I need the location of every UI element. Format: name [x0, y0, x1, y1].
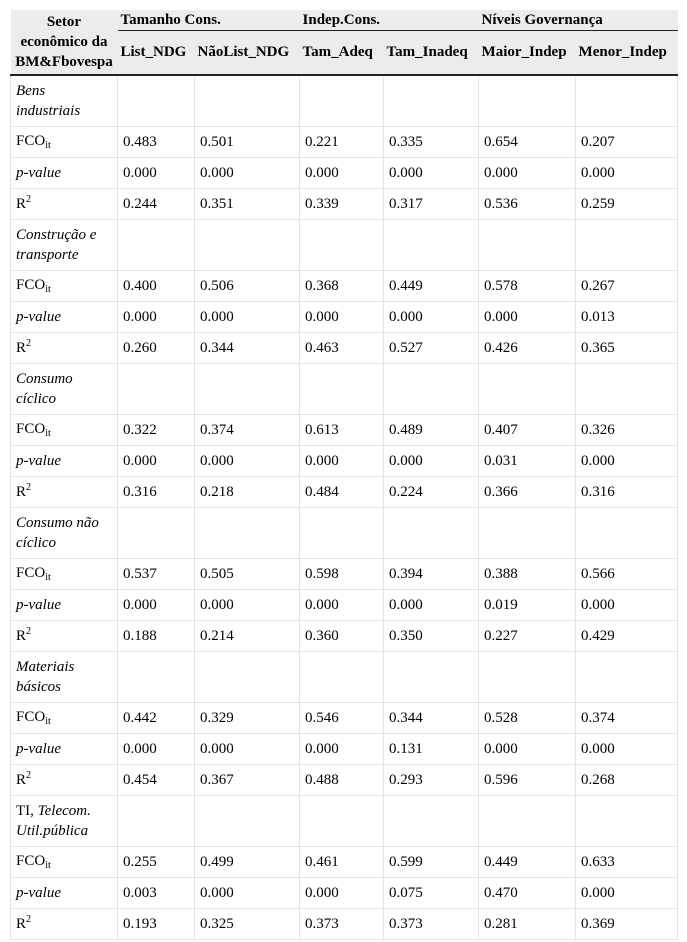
- pvalue-label: p-value: [11, 878, 118, 909]
- r2-label: [11, 621, 118, 652]
- fco-value: 0.407: [479, 415, 576, 446]
- pvalue-row: [11, 158, 678, 189]
- r2-value: 0.454: [118, 765, 195, 796]
- fco-label: [11, 703, 118, 734]
- r2-label-text: R: [16, 339, 27, 356]
- header-group-indep: Indep.Cons.: [300, 10, 479, 31]
- r2-row: [11, 909, 678, 940]
- fco-value: 0.461: [300, 847, 384, 878]
- pvalue-label: p-value: [11, 302, 118, 333]
- r2-value: 0.317: [384, 189, 479, 220]
- fco-row: [11, 559, 678, 590]
- fco-row: [11, 127, 678, 158]
- fco-label-subscript: it: [45, 284, 51, 295]
- empty-cell: [384, 364, 479, 415]
- pvalue-value: 0.000: [384, 302, 479, 333]
- pvalue-value: 0.000: [300, 158, 384, 189]
- pvalue-value: 0.000: [384, 158, 479, 189]
- pvalue-value: 0.131: [384, 734, 479, 765]
- r2-row: [11, 189, 678, 220]
- r2-label-text: R: [16, 195, 27, 212]
- fco-label-text: FCO: [16, 421, 46, 437]
- r2-value: 0.360: [300, 621, 384, 652]
- empty-cell: [195, 364, 300, 415]
- fco-label: [11, 847, 118, 878]
- r2-label-superscript: 2: [26, 625, 32, 637]
- empty-cell: [195, 75, 300, 127]
- r2-value: 0.281: [479, 909, 576, 940]
- r2-label-text: R: [16, 627, 27, 644]
- empty-cell: [576, 364, 678, 415]
- r2-value: 0.484: [300, 477, 384, 508]
- r2-value: 0.259: [576, 189, 678, 220]
- pvalue-value: 0.000: [300, 302, 384, 333]
- r2-value: 0.367: [195, 765, 300, 796]
- empty-cell: [300, 796, 384, 847]
- pvalue-value: 0.000: [195, 158, 300, 189]
- r2-label: [11, 909, 118, 940]
- pvalue-value: 0.000: [479, 158, 576, 189]
- empty-cell: [576, 220, 678, 271]
- sector-name-italic: Consumo não cíclico: [16, 515, 99, 551]
- fco-value: 0.501: [195, 127, 300, 158]
- pvalue-row: [11, 878, 678, 909]
- fco-value: 0.374: [195, 415, 300, 446]
- fco-value: 0.449: [384, 271, 479, 302]
- empty-cell: [118, 75, 195, 127]
- fco-value: 0.449: [479, 847, 576, 878]
- pvalue-value: 0.000: [576, 878, 678, 909]
- r2-value: 0.218: [195, 477, 300, 508]
- fco-value: 0.368: [300, 271, 384, 302]
- r2-value: 0.316: [118, 477, 195, 508]
- table-body: [11, 75, 678, 940]
- pvalue-value: 0.470: [479, 878, 576, 909]
- sector-name-italic: Telecom. Util.pública: [16, 803, 91, 839]
- fco-row: [11, 415, 678, 446]
- header-col-tam-inadeq: Tam_Inadeq: [384, 31, 479, 76]
- sector-name: [11, 364, 118, 415]
- r2-row: [11, 333, 678, 364]
- fco-row: [11, 847, 678, 878]
- r2-label-text: R: [16, 771, 27, 788]
- empty-cell: [195, 652, 300, 703]
- fco-value: 0.613: [300, 415, 384, 446]
- empty-cell: [384, 220, 479, 271]
- empty-cell: [300, 652, 384, 703]
- pvalue-value: 0.000: [300, 734, 384, 765]
- r2-value: 0.214: [195, 621, 300, 652]
- fco-label: [11, 271, 118, 302]
- pvalue-row: [11, 590, 678, 621]
- pvalue-value: 0.000: [300, 590, 384, 621]
- r2-row: [11, 477, 678, 508]
- r2-value: 0.351: [195, 189, 300, 220]
- empty-cell: [300, 75, 384, 127]
- pvalue-value: 0.000: [576, 734, 678, 765]
- r2-value: 0.366: [479, 477, 576, 508]
- sector-row: [11, 652, 678, 703]
- pvalue-value: 0.000: [576, 158, 678, 189]
- fco-value: 0.578: [479, 271, 576, 302]
- sector-row: [11, 220, 678, 271]
- sector-row: [11, 364, 678, 415]
- empty-cell: [576, 796, 678, 847]
- r2-label-superscript: 2: [26, 769, 32, 781]
- fco-value: 0.388: [479, 559, 576, 590]
- fco-label: [11, 559, 118, 590]
- fco-value: 0.633: [576, 847, 678, 878]
- r2-value: 0.316: [576, 477, 678, 508]
- empty-cell: [384, 75, 479, 127]
- r2-value: 0.463: [300, 333, 384, 364]
- fco-value: 0.528: [479, 703, 576, 734]
- empty-cell: [300, 364, 384, 415]
- pvalue-value: 0.000: [118, 446, 195, 477]
- pvalue-value: 0.000: [479, 302, 576, 333]
- r2-value: 0.426: [479, 333, 576, 364]
- empty-cell: [576, 508, 678, 559]
- fco-value: 0.506: [195, 271, 300, 302]
- fco-label-text: FCO: [16, 277, 46, 293]
- empty-cell: [576, 75, 678, 127]
- r2-value: 0.224: [384, 477, 479, 508]
- fco-label-subscript: it: [45, 860, 51, 871]
- r2-value: 0.193: [118, 909, 195, 940]
- sector-name-plain: TI,: [16, 803, 38, 819]
- header-group-tamanho: Tamanho Cons.: [118, 10, 300, 31]
- empty-cell: [479, 75, 576, 127]
- header-group-niveis: Níveis Governança: [479, 10, 678, 31]
- fco-value: 0.599: [384, 847, 479, 878]
- sector-name: [11, 508, 118, 559]
- pvalue-value: 0.000: [384, 590, 479, 621]
- r2-value: 0.350: [384, 621, 479, 652]
- sector-name: [11, 220, 118, 271]
- r2-label-superscript: 2: [26, 913, 32, 925]
- r2-value: 0.488: [300, 765, 384, 796]
- r2-value: 0.325: [195, 909, 300, 940]
- sector-row: [11, 796, 678, 847]
- fco-value: 0.483: [118, 127, 195, 158]
- pvalue-value: 0.000: [195, 302, 300, 333]
- r2-value: 0.339: [300, 189, 384, 220]
- empty-cell: [195, 220, 300, 271]
- fco-value: 0.335: [384, 127, 479, 158]
- fco-value: 0.344: [384, 703, 479, 734]
- pvalue-value: 0.000: [479, 734, 576, 765]
- empty-cell: [118, 796, 195, 847]
- fco-value: 0.207: [576, 127, 678, 158]
- fco-label-text: FCO: [16, 565, 46, 581]
- pvalue-row: [11, 302, 678, 333]
- r2-label-text: R: [16, 915, 27, 932]
- empty-cell: [576, 652, 678, 703]
- fco-label: [11, 127, 118, 158]
- sector-name-italic: Materiais básicos: [16, 659, 75, 695]
- empty-cell: [384, 652, 479, 703]
- empty-cell: [479, 220, 576, 271]
- pvalue-label: p-value: [11, 590, 118, 621]
- fco-value: 0.255: [118, 847, 195, 878]
- empty-cell: [479, 364, 576, 415]
- fco-value: 0.326: [576, 415, 678, 446]
- fco-value: 0.489: [384, 415, 479, 446]
- fco-value: 0.329: [195, 703, 300, 734]
- results-table: [10, 10, 678, 940]
- fco-value: 0.598: [300, 559, 384, 590]
- sector-row: [11, 75, 678, 127]
- empty-cell: [479, 796, 576, 847]
- empty-cell: [300, 508, 384, 559]
- empty-cell: [195, 508, 300, 559]
- fco-label-text: FCO: [16, 709, 46, 725]
- fco-value: 0.537: [118, 559, 195, 590]
- sector-name-italic: Consumo cíclico: [16, 371, 73, 407]
- pvalue-value: 0.000: [118, 302, 195, 333]
- fco-value: 0.499: [195, 847, 300, 878]
- pvalue-value: 0.075: [384, 878, 479, 909]
- pvalue-value: 0.000: [118, 590, 195, 621]
- pvalue-value: 0.000: [195, 878, 300, 909]
- pvalue-value: 0.000: [118, 158, 195, 189]
- pvalue-value: 0.000: [195, 446, 300, 477]
- pvalue-value: 0.000: [195, 590, 300, 621]
- fco-value: 0.322: [118, 415, 195, 446]
- header-setor: Setor econômico da BM&Fbovespa: [11, 10, 118, 75]
- fco-label-subscript: it: [45, 140, 51, 151]
- pvalue-label: p-value: [11, 158, 118, 189]
- sector-name: [11, 75, 118, 127]
- r2-label: [11, 765, 118, 796]
- r2-label-superscript: 2: [26, 481, 32, 493]
- pvalue-row: [11, 446, 678, 477]
- empty-cell: [195, 796, 300, 847]
- fco-label-subscript: it: [45, 572, 51, 583]
- r2-value: 0.268: [576, 765, 678, 796]
- empty-cell: [479, 652, 576, 703]
- pvalue-label: p-value: [11, 734, 118, 765]
- r2-value: 0.244: [118, 189, 195, 220]
- r2-value: 0.227: [479, 621, 576, 652]
- pvalue-value: 0.013: [576, 302, 678, 333]
- fco-value: 0.566: [576, 559, 678, 590]
- pvalue-value: 0.031: [479, 446, 576, 477]
- pvalue-value: 0.000: [384, 446, 479, 477]
- pvalue-value: 0.000: [300, 446, 384, 477]
- pvalue-value: 0.000: [195, 734, 300, 765]
- empty-cell: [479, 508, 576, 559]
- r2-label-superscript: 2: [26, 193, 32, 205]
- fco-label: [11, 415, 118, 446]
- table-header: [11, 10, 678, 75]
- fco-value: 0.267: [576, 271, 678, 302]
- pvalue-value: 0.019: [479, 590, 576, 621]
- r2-label-text: R: [16, 483, 27, 500]
- fco-value: 0.394: [384, 559, 479, 590]
- r2-value: 0.373: [384, 909, 479, 940]
- fco-label-text: FCO: [16, 133, 46, 149]
- header-col-list-ndg: List_NDG: [118, 31, 195, 76]
- sector-name: [11, 652, 118, 703]
- r2-value: 0.527: [384, 333, 479, 364]
- r2-row: [11, 621, 678, 652]
- sector-name-italic: Bens industriais: [16, 83, 81, 119]
- r2-value: 0.596: [479, 765, 576, 796]
- fco-value: 0.654: [479, 127, 576, 158]
- pvalue-value: 0.003: [118, 878, 195, 909]
- r2-value: 0.344: [195, 333, 300, 364]
- empty-cell: [118, 364, 195, 415]
- pvalue-value: 0.000: [300, 878, 384, 909]
- r2-label: [11, 477, 118, 508]
- fco-label-text: FCO: [16, 853, 46, 869]
- header-col-tam-adeq: Tam_Adeq: [300, 31, 384, 76]
- sector-row: [11, 508, 678, 559]
- r2-label-superscript: 2: [26, 337, 32, 349]
- r2-value: 0.429: [576, 621, 678, 652]
- empty-cell: [118, 508, 195, 559]
- r2-value: 0.369: [576, 909, 678, 940]
- r2-label: [11, 333, 118, 364]
- fco-row: [11, 703, 678, 734]
- sector-name-italic: Construção e transporte: [16, 227, 97, 263]
- empty-cell: [384, 508, 479, 559]
- fco-value: 0.546: [300, 703, 384, 734]
- pvalue-row: [11, 734, 678, 765]
- fco-label-subscript: it: [45, 716, 51, 727]
- empty-cell: [118, 220, 195, 271]
- fco-value: 0.221: [300, 127, 384, 158]
- fco-value: 0.442: [118, 703, 195, 734]
- r2-value: 0.188: [118, 621, 195, 652]
- pvalue-value: 0.000: [576, 590, 678, 621]
- pvalue-value: 0.000: [118, 734, 195, 765]
- r2-value: 0.260: [118, 333, 195, 364]
- r2-value: 0.293: [384, 765, 479, 796]
- header-col-maior-indep: Maior_Indep: [479, 31, 576, 76]
- fco-row: [11, 271, 678, 302]
- fco-value: 0.505: [195, 559, 300, 590]
- empty-cell: [300, 220, 384, 271]
- pvalue-value: 0.000: [576, 446, 678, 477]
- r2-row: [11, 765, 678, 796]
- empty-cell: [384, 796, 479, 847]
- r2-value: 0.373: [300, 909, 384, 940]
- fco-value: 0.400: [118, 271, 195, 302]
- header-col-menor-indep: Menor_Indep: [576, 31, 678, 76]
- header-col-naolist-ndg: NãoList_NDG: [195, 31, 300, 76]
- fco-value: 0.374: [576, 703, 678, 734]
- r2-label: [11, 189, 118, 220]
- r2-value: 0.536: [479, 189, 576, 220]
- r2-value: 0.365: [576, 333, 678, 364]
- fco-label-subscript: it: [45, 428, 51, 439]
- pvalue-label: p-value: [11, 446, 118, 477]
- empty-cell: [118, 652, 195, 703]
- sector-name: [11, 796, 118, 847]
